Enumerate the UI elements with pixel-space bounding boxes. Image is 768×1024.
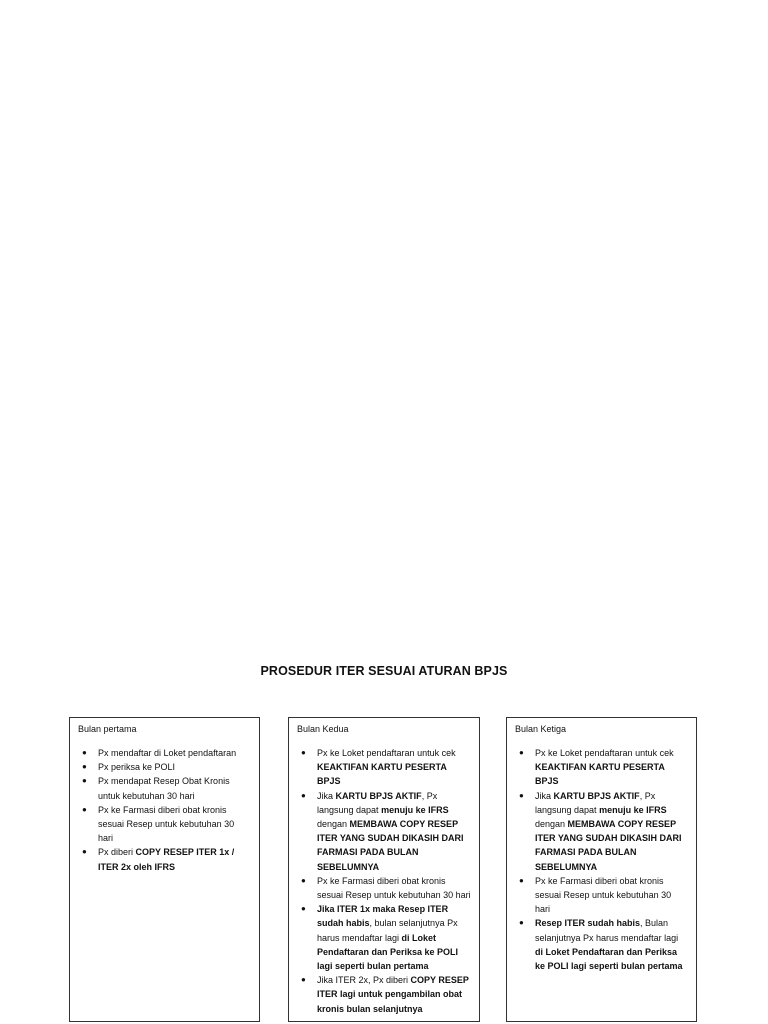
column-heading: Bulan Ketiga xyxy=(515,724,567,734)
text: , Px langsung dapat xyxy=(317,790,438,815)
list-item xyxy=(297,789,471,874)
bullet-dot-icon: ● xyxy=(301,875,306,885)
bold-text: menuju ke IFRS xyxy=(381,804,449,815)
text: , Px langsung dapat xyxy=(535,790,656,815)
text: Px mendapat Resep Obat Kronis untuk kebutuhan 30 hari xyxy=(98,776,230,801)
list-item xyxy=(515,789,688,874)
text: Px ke Loket pendaftaran untuk cek xyxy=(317,748,456,758)
bold-text: MEMBAWA COPY RESEP ITER YANG SUDAH DIKASIH DARI FARMASI PADA BULAN SEBELUMNYA xyxy=(535,819,682,872)
list-item xyxy=(297,746,471,789)
column-box-bulan-ketiga xyxy=(506,717,697,1022)
bullet-dot-icon: ● xyxy=(82,804,87,814)
bold-text: COPY RESEP ITER lagi untuk pengambilan obat kronis bulan selanjutnya xyxy=(317,975,469,1014)
column-box-bulan-pertama xyxy=(69,717,260,1022)
column-box-bulan-kedua xyxy=(288,717,480,1022)
bullet-dot-icon: ● xyxy=(301,748,306,757)
list-item xyxy=(297,902,471,973)
list-item xyxy=(515,746,688,789)
text: Px ke Loket pendaftaran untuk cek xyxy=(535,748,674,758)
list-item xyxy=(297,973,471,1016)
bullet-dot-icon: ● xyxy=(519,918,524,928)
bullet-dot-icon: ● xyxy=(301,904,306,914)
bold-text: Jika ITER 1x maka Resep ITER sudah habis xyxy=(317,904,449,929)
page-title: PROSEDUR ITER SESUAI ATURAN BPJS xyxy=(260,664,508,678)
list-item xyxy=(78,760,251,774)
text: Px periksa ke POLI xyxy=(98,762,176,773)
text: Jika xyxy=(535,790,554,801)
bold-text: menuju ke IFRS xyxy=(599,804,667,815)
bullet-dot-icon: ● xyxy=(82,748,87,757)
step-list xyxy=(515,746,688,973)
list-item xyxy=(515,916,688,973)
text: Px ke Farmasi diberi obat kronis sesuai Resep untuk kebutuhan 30 hari xyxy=(535,875,672,915)
list-item xyxy=(78,746,251,760)
list-item xyxy=(78,774,251,802)
text: Px mendaftar di Loket pendaftaran xyxy=(98,748,237,758)
bold-text: di Loket Pendaftaran dan Periksa ke POLI lagi seperti bulan pertama xyxy=(317,932,459,972)
bold-text: di Loket Pendaftaran dan Periksa ke POLI lagi seperti bulan pertama xyxy=(535,946,683,972)
bold-text: COPY RESEP ITER 1x / ITER 2x oleh IFRS xyxy=(98,847,235,872)
bullet-dot-icon: ● xyxy=(82,847,87,857)
bullet-dot-icon: ● xyxy=(301,790,306,800)
bold-text: MEMBAWA COPY RESEP ITER YANG SUDAH DIKASIH DARI FARMASI PADA BULAN SEBELUMNYA xyxy=(317,819,464,872)
bold-text: KARTU BPJS AKTIF xyxy=(553,790,640,801)
column-heading: Bulan Kedua xyxy=(297,724,349,734)
bullet-dot-icon: ● xyxy=(82,762,87,772)
step-list xyxy=(78,746,251,874)
bullet-dot-icon: ● xyxy=(82,776,87,786)
list-item xyxy=(78,803,251,846)
bold-text: KEAKTIFAN KARTU PESERTA BPJS xyxy=(535,762,665,787)
list-item xyxy=(297,874,471,902)
step-list xyxy=(297,746,471,1016)
bullet-dot-icon: ● xyxy=(519,790,524,800)
text: dengan xyxy=(317,819,350,830)
bold-text: Resep ITER sudah habis xyxy=(535,918,641,929)
bullet-dot-icon: ● xyxy=(301,975,306,985)
bold-text: KEAKTIFAN KARTU PESERTA BPJS xyxy=(317,762,447,787)
text: Px diberi xyxy=(98,847,136,858)
text: Px ke Farmasi diberi obat kronis sesuai Resep untuk kebutuhan 30 hari xyxy=(98,804,235,844)
bullet-dot-icon: ● xyxy=(519,748,524,757)
text: dengan xyxy=(535,819,568,830)
list-item xyxy=(78,845,251,873)
text: , bulan selanjutnya Px harus mendaftar lagi xyxy=(317,918,458,943)
list-item xyxy=(515,874,688,917)
bold-text: KARTU BPJS AKTIF xyxy=(335,790,422,801)
text: Jika ITER 2x, Px diberi xyxy=(317,975,411,986)
bullet-dot-icon: ● xyxy=(519,875,524,885)
text: , Bulan selanjutnya Px harus mendaftar lagi xyxy=(535,918,679,943)
text: Px ke Farmasi diberi obat kronis sesuai Resep untuk kebutuhan 30 hari xyxy=(317,875,471,901)
column-heading: Bulan pertama xyxy=(78,724,137,734)
text: Jika xyxy=(317,790,336,801)
